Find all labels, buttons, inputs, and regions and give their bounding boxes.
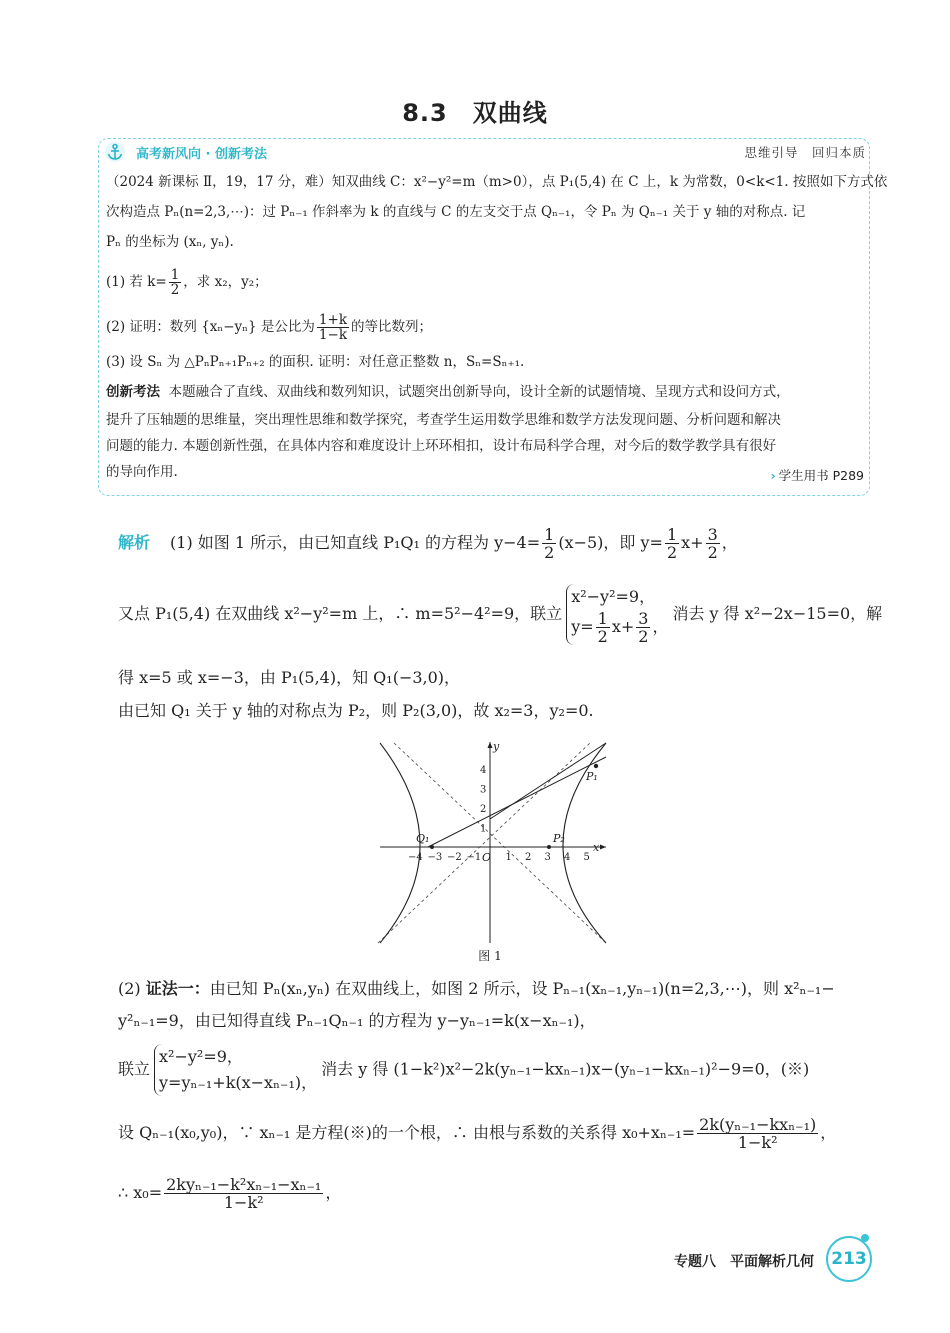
proof-line-1: (2) 证法一：由已知 Pₙ(xₙ,yₙ) 在双曲线上，如图 2 所示，设 Pₙ₋₁(xₙ₋₁,yₙ₋₁)(n=2,3,⋯)，则 x²ₙ₋₁−: [118, 979, 835, 998]
y-tick-label: 3: [480, 784, 487, 796]
hyperbola-left-branch: [380, 743, 420, 943]
footer-section: 专题八 平面解析几何: [674, 1254, 814, 1270]
fraction: $\frac{1}{2}$: [170, 267, 180, 298]
x-tick-label: −1: [466, 852, 482, 863]
y-axis-label: y: [493, 740, 500, 753]
solution-line-4: 由已知 Q₁ 关于 y 轴的对称点为 P₂，则 P₂(3,0)，故 x₂=3，y₂=0.: [118, 701, 594, 720]
exam-box-header: [98, 140, 870, 164]
p2-label: P₂: [553, 832, 565, 845]
page-title: 8.3 双曲线: [402, 99, 548, 127]
innovation-line-4: 的导向作用.: [106, 464, 178, 480]
proof-line-2: y²ₙ₋₁=9，由已知得直线 Pₙ₋₁Qₙ₋₁ 的方程为 y−yₙ₋₁=k(x−xₙ₋₁)，: [118, 1011, 596, 1030]
proof-line-5: ∴ x₀= $\frac{\text{2kyₙ₋₁−k²xₙ₋₁−xₙ₋₁}}{\text{1−k²}}$ ，: [118, 1175, 342, 1212]
y-tick-label: 2: [480, 804, 487, 815]
x-tick-label: −4: [408, 852, 423, 863]
x-tick-label: 5: [583, 852, 590, 863]
x-tick-label: 3: [544, 852, 551, 863]
y-tick-label: 1: [480, 823, 487, 835]
equation-system: x²−y²=9， y= $\frac{1}{2}$ x+ $\frac{3}{2}$ ，: [566, 584, 668, 645]
exam-box-label: 高考新风向 · 创新考法: [136, 147, 267, 162]
problem-line-3: Pₙ 的坐标为 (xₙ, yₙ).: [106, 234, 234, 250]
problem-line-1: （2024 新课标 Ⅱ，19，17 分，难）知双曲线 C：x²−y²=m（m>0），点 P₁(5,4) 在 C 上，k 为常数，0<k<1. 按照如下方式依: [106, 174, 888, 190]
chevron-right-icon: ›: [770, 468, 776, 483]
innovation-line-1: 创新考法 本题融合了直线、双曲线和数列知识，试题突出创新导向，设计全新的试题情境、呈现方式和设问方式，: [106, 384, 790, 400]
exam-box-tagline: 思维引导 回归本质: [744, 145, 866, 160]
x-tick-label: −2: [447, 852, 462, 863]
fraction: $\frac{1+k}{1-k}$: [318, 312, 348, 343]
solution-line-2: 又点 P₁(5,4) 在双曲线 x²−y²=m 上，∴ m=5²−4²=9，联立 x²−y²=9， y= $\frac{1}{2}$ x+ $\frac{3}{2}$ ， 消去 y 得 x²−2x−15=0，解: [118, 584, 882, 645]
x-tick-label: −3: [427, 852, 443, 863]
page-dot-icon: [861, 1234, 869, 1242]
solution-label: 解析: [118, 533, 151, 552]
innovation-line-2: 提升了压轴题的思维量，突出理性思维和数学探究，考查学生运用数学思维和数学方法发现问题、分析问题和解决: [106, 412, 781, 428]
hyperbola-figure: [370, 740, 610, 945]
question-1: (1) 若 k= $\frac{1}{2}$ ，求 x₂，y₂；: [106, 267, 268, 298]
equation-system-2: x²−y²=9， y=yₙ₋₁+k(x−xₙ₋₁)，: [154, 1044, 317, 1096]
line-P1Q1: [428, 757, 606, 847]
q1-label: Q₁: [416, 832, 430, 845]
solution-line-1: 解析 (1) 如图 1 所示，由已知直线 P₁Q₁ 的方程为 y−4= $\frac{1}{2}$ (x−5)，即 y= $\frac{1}{2}$ x+ $\frac{3}{2}$ ，: [118, 525, 738, 562]
question-2: (2) 证明：数列 {xₙ−yₙ} 是公比为 $\frac{1+k}{1-k}$ 的等比数列；: [106, 312, 433, 343]
hyperbola-right-branch: [563, 743, 606, 943]
innovation-label: 创新考法: [106, 384, 160, 400]
student-book-ref[interactable]: › 学生用书 P289: [770, 468, 864, 483]
x-axis-label: x: [593, 841, 600, 854]
innovation-line-3: 问题的能力. 本题创新性强，在具体内容和难度设计上环环相扣，设计布局科学合理，对今后的数学教学具有很好: [106, 438, 777, 454]
point-Q1: [430, 845, 434, 849]
origin-label: O: [482, 851, 492, 864]
question-3: (3) 设 Sₙ 为 △PₙPₙ₊₁Pₙ₊₂ 的面积. 证明：对任意正整数 n，Sₙ=Sₙ₊₁.: [106, 354, 525, 370]
anchor-icon: [104, 141, 126, 163]
figure-caption: 图 1: [478, 949, 502, 963]
point-P2: [547, 845, 551, 849]
proof-label: 证法一：: [145, 979, 210, 998]
problem-line-2: 次构造点 Pₙ(n=2,3,⋯)：过 Pₙ₋₁ 作斜率为 k 的直线与 C 的左支交于点 Qₙ₋₁，令 Pₙ 为 Qₙ₋₁ 关于 y 轴的对称点. 记: [106, 204, 806, 220]
x-tick-label: 2: [525, 852, 532, 863]
page-number: 213: [826, 1236, 872, 1282]
y-tick-label: 4: [480, 765, 487, 776]
proof-line-3: 联立 x²−y²=9， y=yₙ₋₁+k(x−xₙ₋₁)， 消去 y 得 (1−k²)x²−2k(yₙ₋₁−kxₙ₋₁)x−(yₙ₋₁−kxₙ₋₁)²−9=0，(※): [118, 1044, 809, 1096]
x-tick-label: 1: [505, 852, 512, 863]
x-tick-label: 4: [564, 852, 571, 863]
p1-label: P₁: [586, 770, 598, 783]
proof-line-4: 设 Qₙ₋₁(x₀,y₀)，∵ xₙ₋₁ 是方程(※)的一个根，∴ 由根与系数的关系得 x₀+xₙ₋₁= $\frac{\text{2k(yₙ₋₁−kxₙ₋₁)}}{\text{1−k²}}$ ，: [118, 1115, 837, 1152]
point-P1: [594, 764, 598, 768]
solution-line-3: 得 x=5 或 x=−3，由 P₁(5,4)，知 Q₁(−3,0)，: [118, 668, 461, 687]
